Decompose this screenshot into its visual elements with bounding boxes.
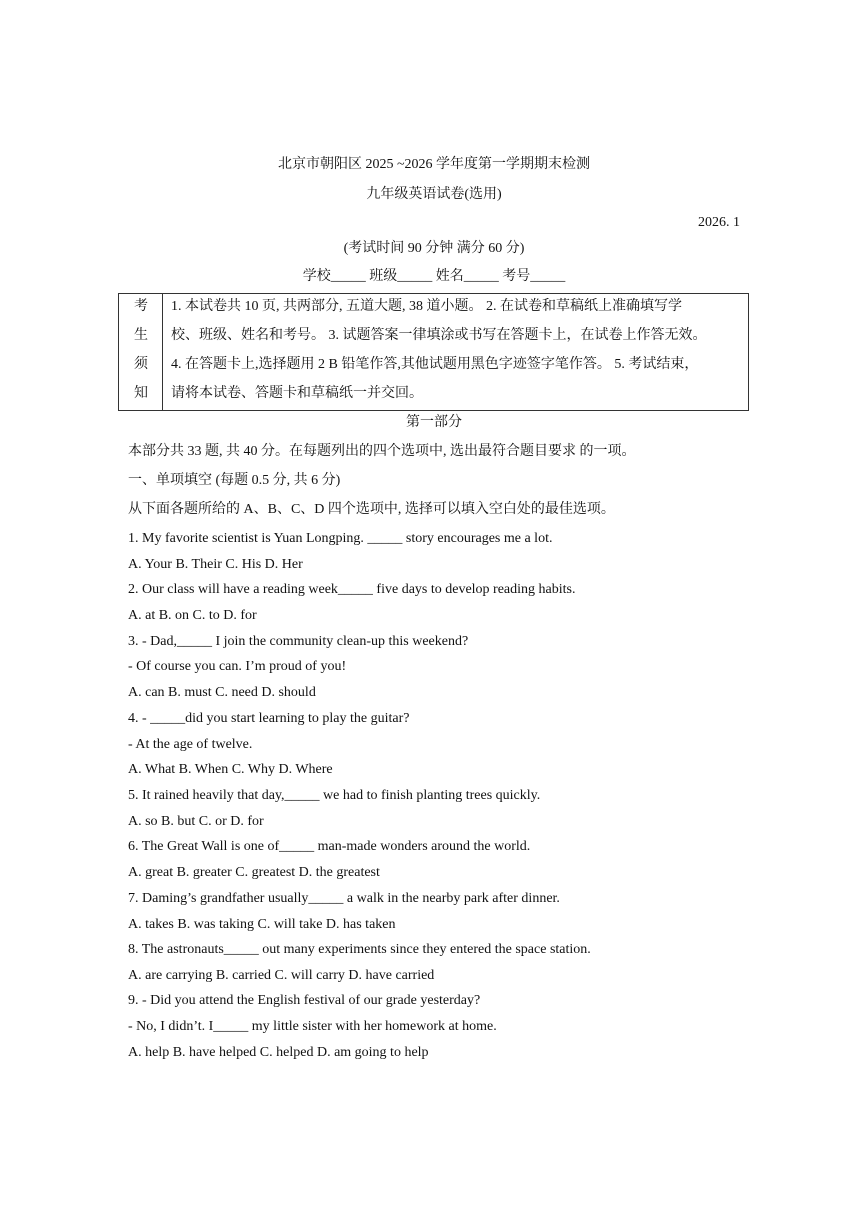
- part-heading: 第一部分: [406, 415, 462, 430]
- question-stem: 3. - Dad,_____ I join the community clean-up this weekend?: [128, 634, 469, 649]
- question-dialogue: - At the age of twelve.: [128, 737, 253, 752]
- notice-line: 校、班级、姓名和考号。 3. 试题答案一律填涂或书写在答题卡上，在试卷上作答无效。: [171, 328, 707, 343]
- section-instruction: 从下面各题所给的 A、B、C、D 四个选项中, 选择可以填入空白处的最佳选项。: [128, 502, 615, 517]
- question-options: A. are carrying B. carried C. will carry D. have carried: [128, 968, 435, 983]
- question-options: A. can B. must C. need D. should: [128, 685, 316, 700]
- question-options: A. at B. on C. to D. for: [128, 608, 257, 623]
- question-options: A. so B. but C. or D. for: [128, 814, 264, 829]
- question-options: A. help B. have helped C. helped D. am going to help: [128, 1045, 429, 1060]
- student-info-fields: 学校_____ 班级_____ 姓名_____ 考号_____: [302, 269, 566, 284]
- notice-label-char: 考: [134, 299, 148, 314]
- question-stem: 7. Daming’s grandfather usually_____ a walk in the nearby park after dinner.: [128, 891, 560, 906]
- exam-date: 2026. 1: [698, 215, 740, 230]
- question-options: A. Your B. Their C. His D. Her: [128, 557, 303, 572]
- notice-line: 4. 在答题卡上,选择题用 2 B 铅笔作答,其他试题用黑色字迹签字笔作答。 5. 考试结束，: [171, 357, 699, 372]
- part-intro: 本部分共 33 题, 共 40 分。在每题列出的四个选项中, 选出最符合题目要求 的一项。: [128, 444, 636, 459]
- exam-subtitle: 九年级英语试卷(选用): [366, 187, 502, 202]
- section-title: 一、单项填空 (每题 0.5 分, 共 6 分): [128, 473, 341, 488]
- question-stem: 9. - Did you attend the English festival of our grade yesterday?: [128, 993, 481, 1008]
- question-dialogue: - Of course you can. I’m proud of you!: [128, 659, 347, 674]
- question-options: A. great B. greater C. greatest D. the greatest: [128, 865, 380, 880]
- exam-title: 北京市朝阳区 2025 ~2026 学年度第一学期期末检测: [277, 157, 591, 172]
- notice-line: 请将本试卷、答题卡和草稿纸一并交回。: [171, 386, 423, 401]
- notice-label-char: 知: [134, 386, 148, 401]
- question-stem: 2. Our class will have a reading week_____ five days to develop reading habits.: [128, 582, 576, 597]
- question-stem: 6. The Great Wall is one of_____ man-made wonders around the world.: [128, 839, 531, 854]
- notice-label-char: 须: [134, 357, 148, 372]
- question-options: A. What B. When C. Why D. Where: [128, 762, 333, 777]
- notice-label-char: 生: [134, 328, 148, 343]
- exam-notice-box: [118, 293, 749, 411]
- question-stem: 1. My favorite scientist is Yuan Longping. _____ story encourages me a lot.: [128, 531, 553, 546]
- question-options: A. takes B. was taking C. will take D. has taken: [128, 917, 396, 932]
- question-stem: 8. The astronauts_____ out many experiments since they entered the space station.: [128, 942, 591, 957]
- question-stem: 5. It rained heavily that day,_____ we had to finish planting trees quickly.: [128, 788, 541, 803]
- question-stem: 4. - _____did you start learning to play the guitar?: [128, 711, 410, 726]
- exam-time-score: (考试时间 90 分钟 满分 60 分): [343, 241, 525, 256]
- notice-label: [119, 294, 163, 410]
- notice-line: 1. 本试卷共 10 页, 共两部分, 五道大题, 38 道小题。 2. 在试卷和草稿纸上准确填写学: [171, 299, 682, 314]
- question-dialogue: - No, I didn’t. I_____ my little sister with her homework at home.: [128, 1019, 497, 1034]
